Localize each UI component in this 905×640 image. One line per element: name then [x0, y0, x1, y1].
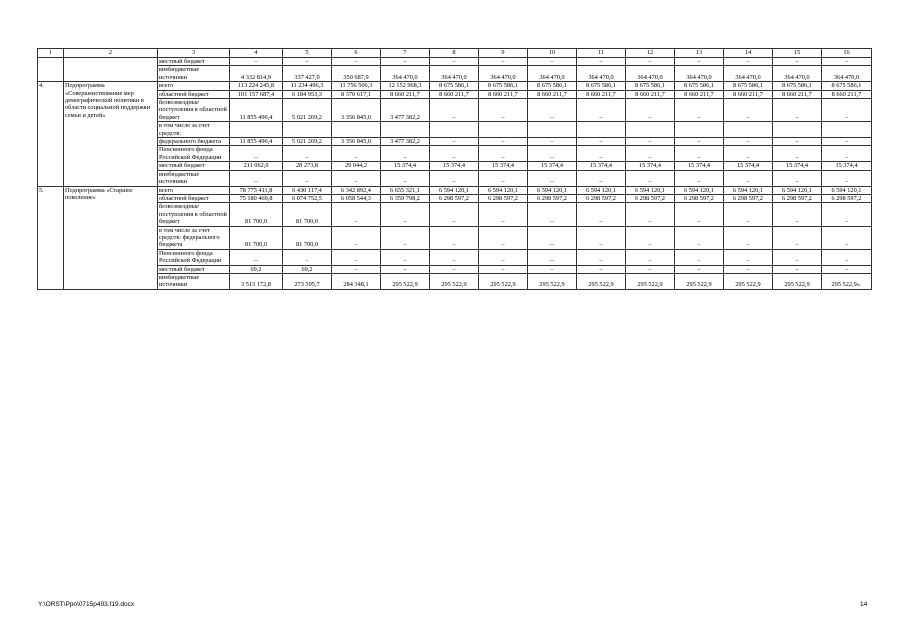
amount-cell: 15 374,4: [724, 162, 773, 170]
table-row: [38, 226, 872, 249]
amount-cell: 3 356 845,0: [332, 99, 381, 122]
amount-cell: 295 522,9: [577, 273, 626, 289]
amount-cell: 8 660 211,7: [724, 90, 773, 98]
amount-cell: 8 675 586,1: [675, 82, 724, 90]
amount-cell: –: [773, 170, 822, 186]
column-header: 12: [626, 49, 675, 58]
table-row: [38, 122, 872, 138]
amount-cell: 364 470,0: [773, 66, 822, 82]
amount-cell: –: [430, 203, 479, 226]
amount-cell: 211 062,0: [230, 162, 283, 170]
amount-cell: –: [528, 58, 577, 66]
amount-cell: [381, 122, 430, 138]
amount-cell: 364 470,0: [577, 66, 626, 82]
amount-cell: –: [528, 99, 577, 122]
amount-cell: –: [577, 99, 626, 122]
amount-cell: 69,2: [230, 265, 283, 273]
amount-cell: 295 522,9: [479, 273, 528, 289]
amount-cell: –: [332, 249, 381, 265]
amount-cell: 284 348,1: [332, 273, 381, 289]
amount-cell: 337 427,0: [283, 66, 332, 82]
amount-cell: –: [675, 203, 724, 226]
amount-cell: 295 522,9: [773, 273, 822, 289]
program-name: Подпрограмма «Совершенствование мер демографической политики в области социальной поддержки семьи и детей»: [64, 82, 158, 186]
amount-cell: 295 522,9: [724, 273, 773, 289]
amount-cell: 15 374,4: [577, 162, 626, 170]
amount-cell: 11 234 496,3: [283, 82, 332, 90]
amount-cell: [773, 122, 822, 138]
amount-cell: –: [773, 58, 822, 66]
amount-cell: 8 660 211,7: [479, 90, 528, 98]
table-header-row: [38, 49, 872, 58]
amount-cell: –: [724, 58, 773, 66]
amount-cell: 8 660 211,7: [381, 90, 430, 98]
table-row: [38, 99, 872, 122]
amount-cell: –: [430, 170, 479, 186]
amount-cell: 6 184 953,3: [283, 90, 332, 98]
amount-cell: –: [283, 146, 332, 162]
amount-cell: –: [479, 265, 528, 273]
page-number: 14: [860, 601, 868, 608]
amount-cell: 8 675 586,1: [626, 82, 675, 90]
amount-cell: –: [332, 170, 381, 186]
amount-cell: –: [230, 146, 283, 162]
amount-cell: –: [430, 226, 479, 249]
table-row: [38, 273, 872, 289]
amount-cell: –: [724, 170, 773, 186]
amount-cell: –: [283, 58, 332, 66]
amount-cell: 6 430 117,4: [283, 186, 332, 194]
amount-cell: 15 374,4: [675, 162, 724, 170]
column-header: 11: [577, 49, 626, 58]
amount-cell: 295 522,9: [528, 273, 577, 289]
amount-cell: –: [430, 249, 479, 265]
amount-cell: [577, 122, 626, 138]
funding-source-cell: в том числе за счет средств: федерального бюджета: [158, 226, 230, 249]
amount-cell: –: [773, 249, 822, 265]
amount-cell: 15 374,4: [381, 162, 430, 170]
amount-cell: 8 660 211,7: [430, 90, 479, 98]
amount-cell: 364 470,0: [822, 66, 872, 82]
funding-source-cell: внебюджетные источники: [158, 273, 230, 289]
amount-cell: 6 298 597,2: [577, 194, 626, 202]
amount-cell: 6 074 752,5: [283, 194, 332, 202]
amount-cell: 3 477 382,2: [381, 138, 430, 146]
funding-source-cell: местный бюджет: [158, 58, 230, 66]
amount-cell: [822, 122, 872, 138]
amount-cell: –: [430, 99, 479, 122]
amount-cell: 81 700,0: [283, 226, 332, 249]
amount-cell: 11 855 496,4: [230, 99, 283, 122]
amount-cell: 350 687,9: [332, 66, 381, 82]
amount-cell: 6 298 597,2: [626, 194, 675, 202]
amount-cell: –: [381, 249, 430, 265]
amount-cell: –: [430, 58, 479, 66]
amount-cell: –: [773, 99, 822, 122]
amount-cell: –: [528, 203, 577, 226]
amount-cell: 295 522,9: [430, 273, 479, 289]
amount-cell: –: [479, 58, 528, 66]
empty-cell: [64, 58, 158, 82]
amount-cell: 75 180 469,8: [230, 194, 283, 202]
funding-source-cell: внебюджетные источники: [158, 170, 230, 186]
amount-cell: 6 359 798,2: [381, 194, 430, 202]
amount-cell: 273 595,7: [283, 273, 332, 289]
amount-cell: 8 675 586,1: [724, 82, 773, 90]
amount-cell: 364 470,0: [675, 66, 724, 82]
amount-cell: 6 594 120,1: [773, 186, 822, 194]
amount-cell: –: [626, 58, 675, 66]
amount-cell: 6 594 120,1: [479, 186, 528, 194]
column-header: 14: [724, 49, 773, 58]
amount-cell: 364 470,0: [626, 66, 675, 82]
amount-cell: –: [626, 249, 675, 265]
amount-cell: –: [381, 146, 430, 162]
amount-cell: 15 374,4: [773, 162, 822, 170]
amount-cell: 6 058 544,3: [332, 194, 381, 202]
table-row: [38, 58, 872, 66]
funding-source-cell: Пенсионного фонда Российской Федерации: [158, 146, 230, 162]
column-header: 6: [332, 49, 381, 58]
amount-cell: 5 021 269,2: [283, 138, 332, 146]
funding-source-cell: областной бюджет: [158, 194, 230, 202]
amount-cell: 6 298 597,2: [822, 194, 872, 202]
amount-cell: 6 298 597,2: [724, 194, 773, 202]
amount-cell: –: [230, 249, 283, 265]
table-row: [38, 186, 872, 194]
amount-cell: –: [773, 138, 822, 146]
amount-cell: 12 152 968,3: [381, 82, 430, 90]
amount-cell: 15 374,4: [479, 162, 528, 170]
amount-cell: –: [626, 138, 675, 146]
amount-cell: –: [626, 203, 675, 226]
amount-cell: –: [430, 146, 479, 162]
amount-cell: –: [773, 146, 822, 162]
amount-cell: –: [528, 138, 577, 146]
amount-cell: 11 756 506,3: [332, 82, 381, 90]
amount-cell: –: [430, 265, 479, 273]
amount-cell: –: [528, 226, 577, 249]
funding-source-cell: всего: [158, 82, 230, 90]
amount-cell: –: [724, 146, 773, 162]
amount-cell: 101 157 687,4: [230, 90, 283, 98]
column-header: 5: [283, 49, 332, 58]
budget-table: [37, 48, 872, 290]
amount-cell: –: [626, 226, 675, 249]
amount-cell: 69,2: [283, 265, 332, 273]
amount-cell: –: [479, 99, 528, 122]
column-header: 7: [381, 49, 430, 58]
table-row: [38, 66, 872, 82]
amount-cell: –: [773, 265, 822, 273]
amount-cell: 6 594 120,1: [724, 186, 773, 194]
amount-cell: 8 660 211,7: [577, 90, 626, 98]
amount-cell: –: [230, 58, 283, 66]
amount-cell: –: [381, 226, 430, 249]
amount-cell: 6 594 120,1: [822, 186, 872, 194]
amount-cell: 8 675 586,1: [430, 82, 479, 90]
amount-cell: 6 298 597,2: [773, 194, 822, 202]
amount-cell: 8 675 586,1: [773, 82, 822, 90]
amount-cell: –: [479, 249, 528, 265]
amount-cell: 364 470,0: [381, 66, 430, 82]
amount-cell: –: [675, 170, 724, 186]
amount-cell: [332, 122, 381, 138]
amount-cell: 364 470,0: [430, 66, 479, 82]
amount-cell: 6 342 892,4: [332, 186, 381, 194]
column-header: 3: [158, 49, 230, 58]
amount-cell: 8 660 211,7: [626, 90, 675, 98]
amount-cell: –: [724, 265, 773, 273]
amount-cell: –: [332, 203, 381, 226]
funding-source-cell: всего: [158, 186, 230, 194]
amount-cell: –: [822, 99, 872, 122]
program-number: 4.: [38, 82, 64, 186]
amount-cell: [626, 122, 675, 138]
amount-cell: [528, 122, 577, 138]
amount-cell: 113 224 245,8: [230, 82, 283, 90]
column-header: 1: [38, 49, 64, 58]
amount-cell: 6 594 120,1: [675, 186, 724, 194]
funding-source-cell: местный бюджет: [158, 265, 230, 273]
amount-cell: –: [626, 146, 675, 162]
amount-cell: –: [724, 99, 773, 122]
column-header: 2: [64, 49, 158, 58]
amount-cell: –: [724, 249, 773, 265]
amount-cell: –: [479, 226, 528, 249]
amount-cell: –: [773, 226, 822, 249]
amount-cell: –: [332, 265, 381, 273]
amount-cell: 295 522,9».: [822, 273, 872, 289]
amount-cell: –: [822, 265, 872, 273]
funding-source-cell: федерального бюджета: [158, 138, 230, 146]
funding-source-cell: внебюджетные источники: [158, 66, 230, 82]
amount-cell: –: [675, 58, 724, 66]
amount-cell: 3 477 382,2: [381, 99, 430, 122]
amount-cell: –: [822, 146, 872, 162]
amount-cell: –: [479, 203, 528, 226]
table-row: [38, 90, 872, 98]
amount-cell: –: [479, 146, 528, 162]
amount-cell: 15 374,4: [528, 162, 577, 170]
table-row: [38, 170, 872, 186]
amount-cell: 8 675 586,1: [528, 82, 577, 90]
table-row: [38, 194, 872, 202]
amount-cell: –: [626, 265, 675, 273]
amount-cell: 6 298 597,2: [479, 194, 528, 202]
amount-cell: –: [675, 99, 724, 122]
amount-cell: 3 513 172,8: [230, 273, 283, 289]
column-header: 13: [675, 49, 724, 58]
funding-source-cell: областной бюджет: [158, 90, 230, 98]
table-row: [38, 162, 872, 170]
program-number: 5.: [38, 186, 64, 289]
column-header: 15: [773, 49, 822, 58]
amount-cell: –: [430, 138, 479, 146]
funding-source-cell: безвозмездные поступления в областной бюджет: [158, 203, 230, 226]
amount-cell: 6 655 321,1: [381, 186, 430, 194]
amount-cell: –: [528, 249, 577, 265]
amount-cell: [230, 122, 283, 138]
amount-cell: –: [773, 203, 822, 226]
amount-cell: 8 660 211,7: [528, 90, 577, 98]
amount-cell: –: [381, 203, 430, 226]
amount-cell: 8 660 211,7: [773, 90, 822, 98]
amount-cell: –: [724, 138, 773, 146]
amount-cell: –: [822, 226, 872, 249]
amount-cell: 11 855 496,4: [230, 138, 283, 146]
amount-cell: –: [230, 170, 283, 186]
amount-cell: 295 522,9: [626, 273, 675, 289]
amount-cell: 6 594 120,1: [430, 186, 479, 194]
column-header: 16: [822, 49, 872, 58]
file-path: Y:\ORST\Ppo\0715p493.f19.docx: [38, 601, 135, 608]
amount-cell: –: [822, 170, 872, 186]
amount-cell: –: [675, 146, 724, 162]
amount-cell: –: [332, 146, 381, 162]
amount-cell: 6 594 120,1: [626, 186, 675, 194]
amount-cell: –: [822, 58, 872, 66]
amount-cell: [479, 122, 528, 138]
amount-cell: 81 700,0: [283, 203, 332, 226]
amount-cell: –: [479, 138, 528, 146]
empty-cell: [38, 58, 64, 82]
amount-cell: 6 298 597,2: [430, 194, 479, 202]
amount-cell: –: [577, 138, 626, 146]
amount-cell: 3 356 845,0: [332, 138, 381, 146]
amount-cell: 8 675 586,1: [822, 82, 872, 90]
amount-cell: 15 374,4: [822, 162, 872, 170]
amount-cell: [724, 122, 773, 138]
funding-source-cell: Пенсионного фонда Российской Федерации: [158, 249, 230, 265]
amount-cell: –: [822, 249, 872, 265]
amount-cell: –: [626, 170, 675, 186]
amount-cell: –: [479, 170, 528, 186]
amount-cell: 78 775 411,8: [230, 186, 283, 194]
amount-cell: –: [577, 203, 626, 226]
amount-cell: 6 298 597,2: [675, 194, 724, 202]
column-header: 8: [430, 49, 479, 58]
amount-cell: –: [822, 138, 872, 146]
amount-cell: 8 660 211,7: [822, 90, 872, 98]
amount-cell: 295 522,9: [381, 273, 430, 289]
amount-cell: 6 594 120,1: [528, 186, 577, 194]
amount-cell: [675, 122, 724, 138]
amount-cell: –: [577, 146, 626, 162]
program-name: Подпрограмма «Старшее поколение»: [64, 186, 158, 289]
column-header: 10: [528, 49, 577, 58]
amount-cell: 8 370 617,1: [332, 90, 381, 98]
table-row: [38, 265, 872, 273]
amount-cell: –: [626, 99, 675, 122]
amount-cell: –: [528, 170, 577, 186]
amount-cell: 81 700,0: [230, 226, 283, 249]
table-row: [38, 249, 872, 265]
amount-cell: 8 675 586,1: [479, 82, 528, 90]
funding-source-cell: в том числе за счет средств:: [158, 122, 230, 138]
amount-cell: 81 700,0: [230, 203, 283, 226]
amount-cell: –: [332, 226, 381, 249]
amount-cell: 6 594 120,1: [577, 186, 626, 194]
amount-cell: –: [528, 265, 577, 273]
amount-cell: –: [577, 265, 626, 273]
amount-cell: –: [577, 170, 626, 186]
amount-cell: 364 470,0: [479, 66, 528, 82]
amount-cell: –: [675, 226, 724, 249]
amount-cell: 15 374,4: [430, 162, 479, 170]
amount-cell: –: [381, 170, 430, 186]
amount-cell: –: [577, 58, 626, 66]
amount-cell: 364 470,0: [724, 66, 773, 82]
amount-cell: 8 675 586,1: [577, 82, 626, 90]
funding-source-cell: местный бюджет: [158, 162, 230, 170]
amount-cell: 28 273,8: [283, 162, 332, 170]
amount-cell: –: [381, 58, 430, 66]
amount-cell: –: [332, 58, 381, 66]
amount-cell: 5 021 269,2: [283, 99, 332, 122]
amount-cell: 4 332 814,9: [230, 66, 283, 82]
amount-cell: 15 374,4: [626, 162, 675, 170]
amount-cell: 6 298 597,2: [528, 194, 577, 202]
column-header: 9: [479, 49, 528, 58]
amount-cell: 364 470,0: [528, 66, 577, 82]
amount-cell: –: [577, 226, 626, 249]
amount-cell: –: [724, 226, 773, 249]
table-row: [38, 146, 872, 162]
amount-cell: –: [577, 249, 626, 265]
amount-cell: –: [528, 146, 577, 162]
amount-cell: –: [675, 265, 724, 273]
amount-cell: –: [675, 249, 724, 265]
amount-cell: –: [381, 265, 430, 273]
funding-source-cell: безвозмездные поступления в областной бюджет: [158, 99, 230, 122]
amount-cell: [430, 122, 479, 138]
amount-cell: 295 522,9: [675, 273, 724, 289]
table-row: [38, 203, 872, 226]
amount-cell: 8 660 211,7: [675, 90, 724, 98]
table-row: [38, 82, 872, 90]
amount-cell: –: [283, 249, 332, 265]
amount-cell: –: [724, 203, 773, 226]
column-header: 4: [230, 49, 283, 58]
amount-cell: –: [822, 203, 872, 226]
amount-cell: 29 044,2: [332, 162, 381, 170]
amount-cell: –: [283, 170, 332, 186]
amount-cell: [283, 122, 332, 138]
amount-cell: –: [675, 138, 724, 146]
table-row: [38, 138, 872, 146]
